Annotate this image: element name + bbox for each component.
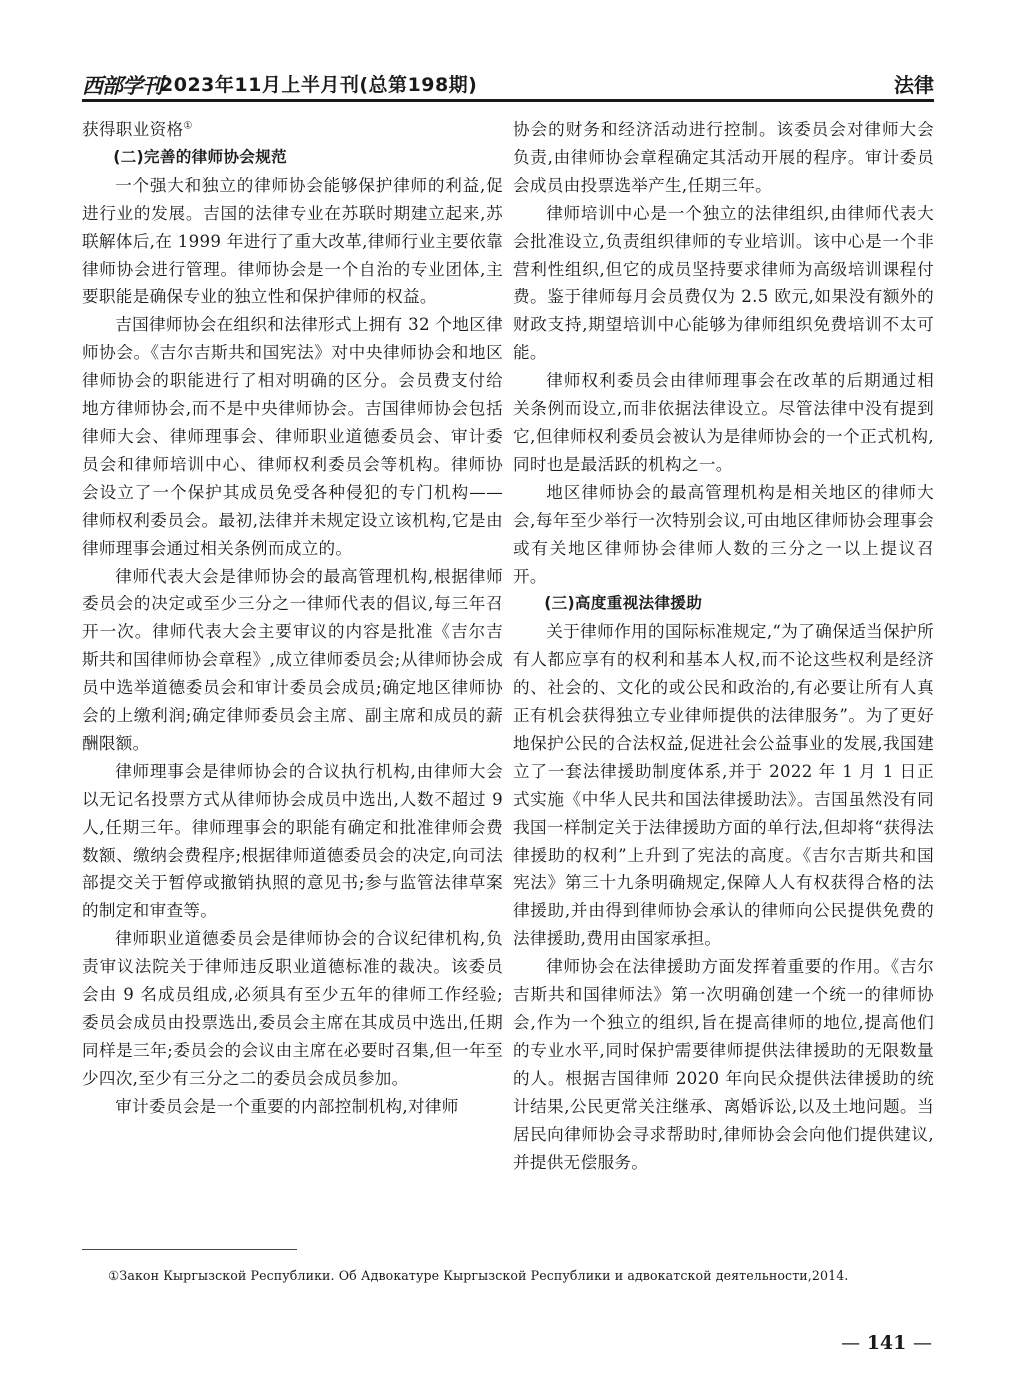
paragraph: 律师代表大会是律师协会的最高管理机构,根据律师委员会的决定或至少三分之一律师代表的倡议,每三年召开一次。律师代表大会主要审议的内容是批准《吉尔吉斯共和国律师协会章程》,成立律师委员会;从律师协会成员中选举道德委员会和审计委员会成员;确定地区律师协会的上缴利润;确定律师委员会主席、副主席和成员的薪酬限额。: [82, 566, 503, 753]
paragraph: 律师培训中心是一个独立的法律组织,由律师代表大会批准设立,负责组织律师的专业培训。该中心是一个非营利性组织,但它的成员坚持要求律师为高级培训课程付费。鉴于律师每月会员费仅为 2.5 欧元,如果没有额外的财政支持,期望培训中心能够为律师组织免费培训不太可能。: [513, 203, 934, 363]
right-column: [513, 116, 934, 1176]
paragraph: 协会的财务和经济活动进行控制。该委员会对律师大会负责,由律师协会章程确定其活动开展的程序。审计委员会成员由投票选举产生,任期三年。: [513, 120, 934, 195]
paragraph: 律师协会在法律援助方面发挥着重要的作用。《吉尔吉斯共和国律师法》第一次明确创建一个统一的律师协会,作为一个独立的组织,旨在提高律师的地位,提高他们的专业水平,同时保护需要律师提供法律援助的无限数量的人。根据吉国律师 2020 年向民众提供法律援助的统计结果,公民更常关注继承、离婚诉讼,以及土地问题。当居民向律师协会寻求帮助时,律师协会会向他们提供建议,并提供无偿服务。: [513, 957, 934, 1172]
paragraph: 关于律师作用的国际标准规定,“为了确保适当保护所有人都应享有的权利和基本人权,而不论这些权利是经济的、社会的、文化的或公民和政治的,有必要让所有人真正有机会获得独立专业律师提供的法律服务”。为了更好地保护公民的合法权益,促进社会公益事业的发展,我国建立了一套法律援助制度体系,并于 2022 年 1 月 1 日正式实施《中华人民共和国法律援助法》。吉国虽然没有同我国一样制定关于法律援助方面的单行法,但却将“获得法律援助的权利”上升到了宪法的高度。《吉尔吉斯共和国宪法》第三十九条明确规定,保障人人有权获得合格的法律援助,并由得到律师协会承认的律师向公民提供免费的法律援助,费用由国家承担。: [513, 622, 934, 949]
section-heading: (二)完善的律师协会规范: [113, 147, 287, 166]
footnote-rule: [82, 1249, 297, 1250]
paragraph: 律师理事会是律师协会的合议执行机构,由律师大会以无记名投票方式从律师协会成员中选出,人数不超过 9 人,任期三年。律师理事会的职能有确定和批准律师会费数额、缴纳会费程序;根据律师道德委员会的决定,向司法部提交关于暂停或撤销执照的意见书;参与监管法律草案的制定和审查等。: [82, 761, 503, 921]
page-dash: —: [841, 1332, 861, 1354]
paragraph: 获得职业资格①: [82, 120, 193, 139]
header-rule: [82, 99, 934, 102]
paragraph: 律师职业道德委员会是律师协会的合议纪律机构,负责审议法院关于律师违反职业道德标准的裁决。该委员会由 9 名成员组成,必须具有至少五年的律师工作经验;委员会成员由投票选出,委员会主席在其成员中选出,任期同样是三年;委员会的会议由主席在必要时召集,但一年至少四次,至少有三分之二的委员会成员参加。: [82, 929, 503, 1088]
page-dash: —: [913, 1332, 932, 1354]
page-number: [841, 1332, 932, 1354]
paragraph: 审计委员会是一个重要的内部控制机构,对律师: [115, 1096, 459, 1116]
left-column: [82, 116, 503, 1121]
page-number-value: 141: [866, 1332, 907, 1354]
footnote: ①Закон Кыргызской Республики. Об Адвокатуре Кыргызской Республики и адвокатской деятельности,2014.: [108, 1268, 849, 1283]
paragraph: 吉国律师协会在组织和法律形式上拥有 32 个地区律师协会。《吉尔吉斯共和国宪法》对中央律师协会和地区律师协会的职能进行了相对明确的区分。会员费支付给地方律师协会,而不是中央律师协会。吉国律师协会包括律师大会、律师理事会、律师职业道德委员会、审计委员会和律师培训中心、律师权利委员会等机构。律师协会设立了一个保护其成员免受各种侵犯的专门机构——律师权利委员会。最初,法律并未规定设立该机构,它是由律师理事会通过相关条例而成立的。: [82, 315, 503, 558]
page-header: [82, 62, 934, 100]
paragraph: 一个强大和独立的律师协会能够保护律师的利益,促进行业的发展。吉国的法律专业在苏联时期建立起来,苏联解体后,在 1999 年进行了重大改革,律师行业主要依靠律师协会进行管理。律师协会是一个自治的专业团体,主要职能是确保专业的独立性和保护律师的权益。: [82, 175, 503, 307]
paragraph: 地区律师协会的最高管理机构是相关地区的律师大会,每年至少举行一次特别会议,可由地区律师协会理事会或有关地区律师协会律师人数的三分之一以上提议召开。: [513, 482, 934, 586]
issue-info: 2023年11月上半月刊(总第198期): [160, 74, 478, 96]
footnote-marker: ①: [183, 120, 193, 132]
section-heading: (三)高度重视法律援助: [544, 594, 703, 613]
section-name: 法律: [894, 73, 934, 97]
paragraph: 律师权利委员会由律师理事会在改革的后期通过相关条例而设立,而非依据法律设立。尽管法律中没有提到它,但律师权利委员会被认为是律师协会的一个正式机构,同时也是最活跃的机构之一。: [513, 371, 934, 474]
journal-logo: 西部学刊: [82, 73, 162, 98]
